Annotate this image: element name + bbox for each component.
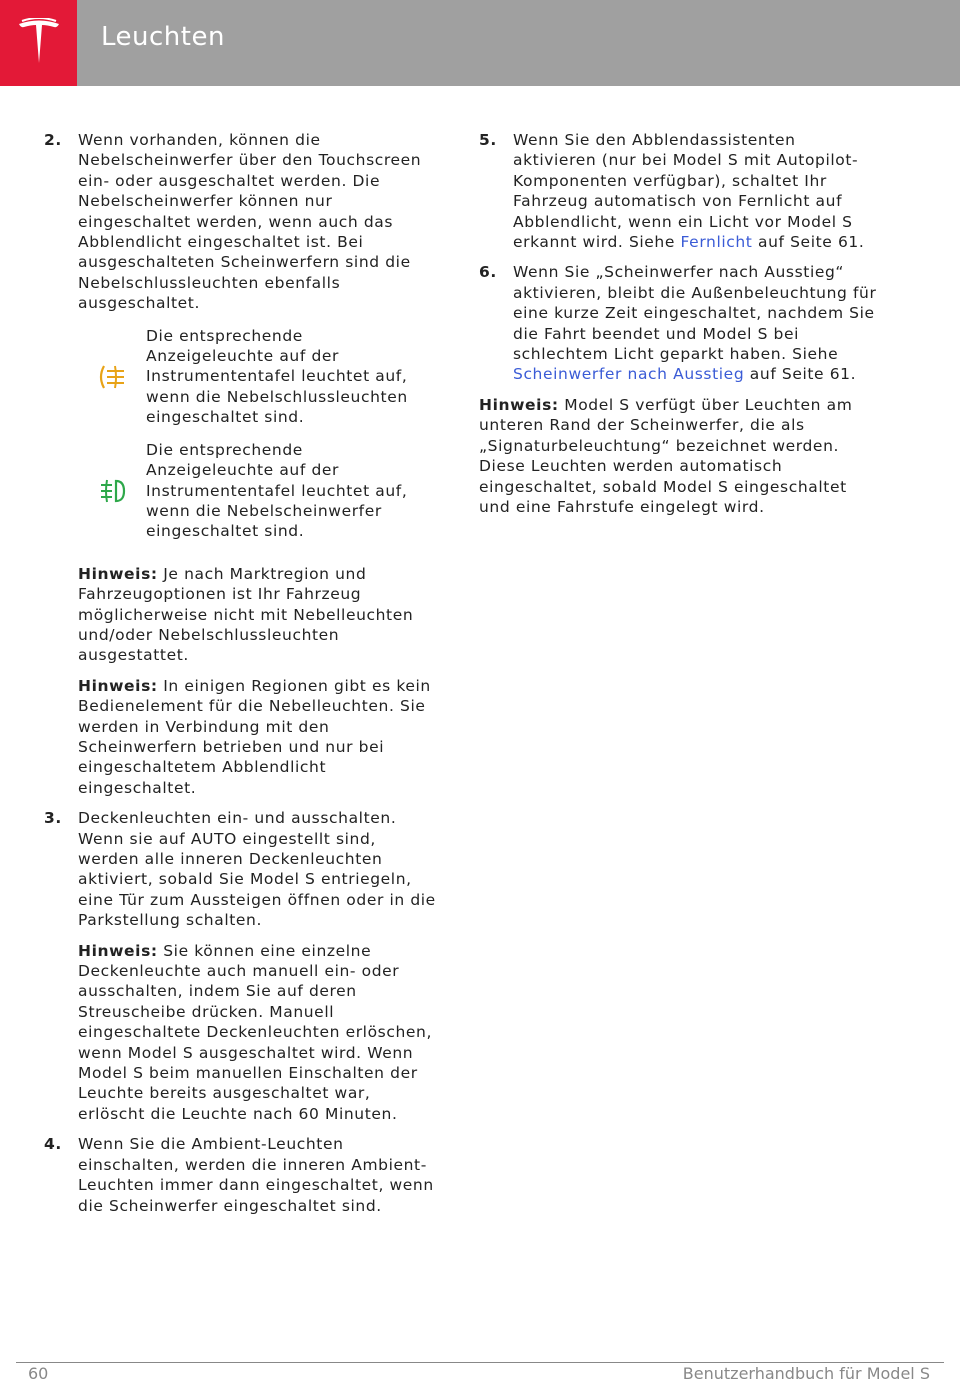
item-text-part: Wenn Sie „Scheinwerfer nach Ausstieg“ aktivieren, bleibt die Außenbeleuchtung für eine kurze Zeit eingeschaltet, nachdem Sie die Fahrt beendet und Model S bei schlechtem Licht geparkt haben. Siehe	[513, 263, 877, 364]
front-fog-light-icon	[96, 476, 128, 506]
item-number: 3.	[44, 809, 62, 828]
page-title: Leuchten	[101, 22, 225, 52]
item-text: Wenn vorhanden, können die Nebelscheinwerfer über den Touchscreen ein- oder ausgeschaltet werden. Die Nebelscheinwerfer können nur eingeschaltet werden, wenn auch das Abblendlicht eingeschaltet ist. Bei ausgeschalteten Scheinwerfern sind die Nebelschlussleuchten ebenfalls ausgeschaltet.	[78, 131, 422, 313]
note-label: Hinweis:	[78, 564, 158, 583]
note-label: Hinweis:	[78, 676, 158, 695]
list-item-5	[479, 130, 879, 252]
list-item-6	[479, 262, 879, 384]
footer-divider	[16, 1362, 944, 1363]
item-text-part: Wenn Sie den Abblendassistenten aktivieren (nur bei Model S mit Autopilot-Komponenten verfügbar), schaltet Ihr Fahrzeug automatisch von Fernlicht auf Abblendlicht, wenn ein Licht vor Model S erkannt wird. Siehe	[513, 131, 859, 252]
note-text: In einigen Regionen gibt es kein Bedienelement für die Nebelleuchten. Sie werden in Verbindung mit den Scheinwerfern betrieben und nur bei eingeschaltetem Abblendlicht eingeschaltet.	[78, 676, 431, 797]
item-text: Wenn Sie die Ambient-Leuchten einschalten, werden die inneren Ambient-Leuchten immer dann eingeschaltet, wenn die Scheinwerfer eingeschaltet sind.	[78, 1135, 434, 1215]
item-number: 6.	[479, 263, 497, 282]
note	[78, 564, 436, 666]
tesla-logo-icon	[17, 18, 61, 68]
item-number: 2.	[44, 131, 62, 149]
link-fernlicht[interactable]: Fernlicht	[680, 233, 753, 252]
front-fog-indicator-row	[78, 440, 436, 542]
manual-title: Benutzerhandbuch für Model S	[682, 1364, 930, 1383]
rear-fog-indicator-row	[78, 326, 436, 428]
note	[78, 941, 436, 1125]
list-item-2	[44, 130, 436, 798]
note	[78, 676, 436, 798]
list-item-3	[44, 808, 436, 1124]
page-header	[0, 0, 960, 86]
note-text: Model S verfügt über Leuchten am unteren Rand der Scheinwerfer, die als „Signaturbeleuchtung“ bezeichnet werden. Diese Leuchten werden automatisch eingeschaltet, sobald Model S eingeschaltet und eine Fahrstufe eingelegt wird.	[479, 395, 853, 516]
note	[479, 395, 879, 517]
list-item-4	[44, 1134, 436, 1216]
left-column	[44, 130, 436, 1226]
item-text	[513, 130, 879, 252]
front-fog-indicator-text: Die entsprechende Anzeigeleuchte auf der Instrumententafel leuchtet auf, wenn die Nebelscheinwerfer eingeschaltet sind.	[146, 440, 408, 541]
item-text	[513, 262, 879, 384]
note-text: Sie können eine einzelne Deckenleuchte auch manuell ein- oder ausschalten, indem Sie auf deren Streuscheibe drücken. Manuell eingeschaltete Deckenleuchten erlöschen, wenn Model S ausgeschaltet wird. Wenn Model S beim manuellen Einschalten der Leuchte bereits ausgeschaltet war, erlöscht die Leuchte nach 60 Minuten.	[78, 941, 432, 1123]
page-number: 60	[28, 1364, 49, 1383]
item-number: 5.	[479, 131, 497, 149]
item-text-part: auf Seite 61.	[744, 365, 857, 384]
rear-fog-light-icon	[96, 362, 128, 392]
note-label: Hinweis:	[78, 941, 158, 960]
rear-fog-indicator-text: Die entsprechende Anzeigeleuchte auf der Instrumententafel leuchtet auf, wenn die Nebelschlussleuchten eingeschaltet sind.	[146, 326, 408, 427]
link-scheinwerfer-nach-ausstieg[interactable]: Scheinwerfer nach Ausstieg	[513, 365, 745, 384]
item-number: 4.	[44, 1135, 62, 1154]
tesla-logo	[0, 0, 77, 86]
note-label: Hinweis:	[479, 395, 559, 414]
note-text: Je nach Marktregion und Fahrzeugoptionen ist Ihr Fahrzeug möglicherweise nicht mit Nebelleuchten und/oder Nebelschlussleuchten ausgestattet.	[78, 564, 414, 665]
item-text-part: auf Seite 61.	[752, 233, 865, 252]
right-column	[479, 130, 879, 527]
item-text: Deckenleuchten ein- und ausschalten. Wenn sie auf AUTO eingestellt sind, werden alle inneren Deckenleuchten aktiviert, sobald Sie Model S entriegeln, eine Tür zum Aussteigen öffnen oder in die Parkstellung schalten.	[78, 809, 436, 930]
